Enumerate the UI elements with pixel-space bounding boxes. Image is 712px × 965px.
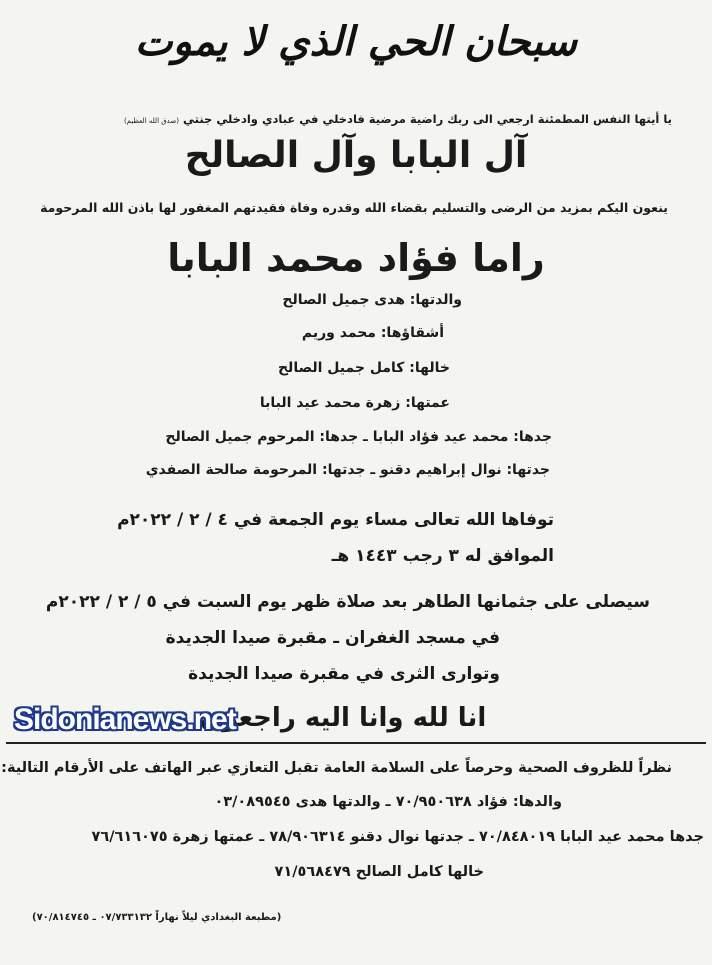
hijri-date: الموافق له ٣ رجب ١٤٤٣ هـ (331, 546, 554, 566)
verse-text: يا أيتها النفس المطمئنة ارجعي الى ربك راضية مرضية فادخلي في عبادي وادخلي جنتي (183, 112, 672, 126)
relative-grandfathers: جدها: محمد عيد فؤاد البابا ـ جدها: المرحوم جميل الصالح (165, 429, 552, 445)
printer-credit: (مطبعة البغدادي ليلاً نهاراً ٠٧/٧٣٣١٣٢ ـ ٧٠/٨١٤٧٤٥) (32, 912, 282, 923)
website-watermark: Sidonianews.net (14, 703, 236, 736)
condolence-intro: نظراً للظروف الصحية وحرصاً على السلامة العامة تقبل التعازي عبر الهاتف على الأرقام التالية: (1, 760, 672, 776)
announcement: ينعون اليكم بمزيد من الرضى والتسليم بقضاء الله وقدره وفاة فقيدتهم المغفور لها باذن الله المرحومة (40, 200, 668, 215)
prayer-location: في مسجد الغفران ـ مقبرة صيدا الجديدة (165, 628, 500, 648)
death-date: توفاها الله تعالى مساء يوم الجمعة في ٤ / ٢ / ٢٠٢٢م (117, 510, 554, 530)
verse-note: (صدق الله العظيم) (123, 117, 180, 125)
funeral-prayer: سيصلى على جثمانها الطاهر بعد صلاة ظهر يوم السبت في ٥ / ٢ / ٢٠٢٢م (45, 592, 650, 612)
burial-location: وتوارى الثرى في مقبرة صيدا الجديدة (188, 664, 500, 684)
relative-uncle: خالها: كامل جميل الصالح (277, 360, 450, 376)
relative-mother: والدتها: هدى جميل الصالح (282, 292, 462, 308)
condolence-uncle: خالها كامل الصالح ٧١/٥٦٨٤٧٩ (274, 864, 484, 880)
closing-phrase: انا لله وانا اليه راجعون (200, 703, 487, 733)
condolence-grandparents: جدها محمد عيد البابا ٧٠/٨٤٨٠١٩ ـ جدتها نوال دقنو ٧٨/٩٠٦٣١٤ ـ عمتها زهرة ٧٦/٦١٦٠٧٥ (91, 829, 704, 845)
deceased-name: راما فؤاد محمد البابا (167, 236, 545, 280)
condolence-parents: والدها: فؤاد ٧٠/٩٥٠٦٣٨ ـ والدتها هدى ٠٣/٠٨٩٥٤٥ (214, 794, 562, 810)
relative-aunt: عمتها: زهرة محمد عيد البابا (259, 395, 450, 411)
family-names: آل البابا وآل الصالح (184, 135, 528, 176)
quran-verse (124, 112, 672, 126)
divider-line (6, 742, 706, 744)
relative-grandmothers: جدتها: نوال إبراهيم دقنو ـ جدتها: المرحومة صالحة الصفدي (145, 462, 550, 478)
relative-siblings: أشقاؤها: محمد وريم (301, 325, 444, 341)
header-calligraphy: سبحان الحي الذي لا يموت (134, 18, 578, 65)
